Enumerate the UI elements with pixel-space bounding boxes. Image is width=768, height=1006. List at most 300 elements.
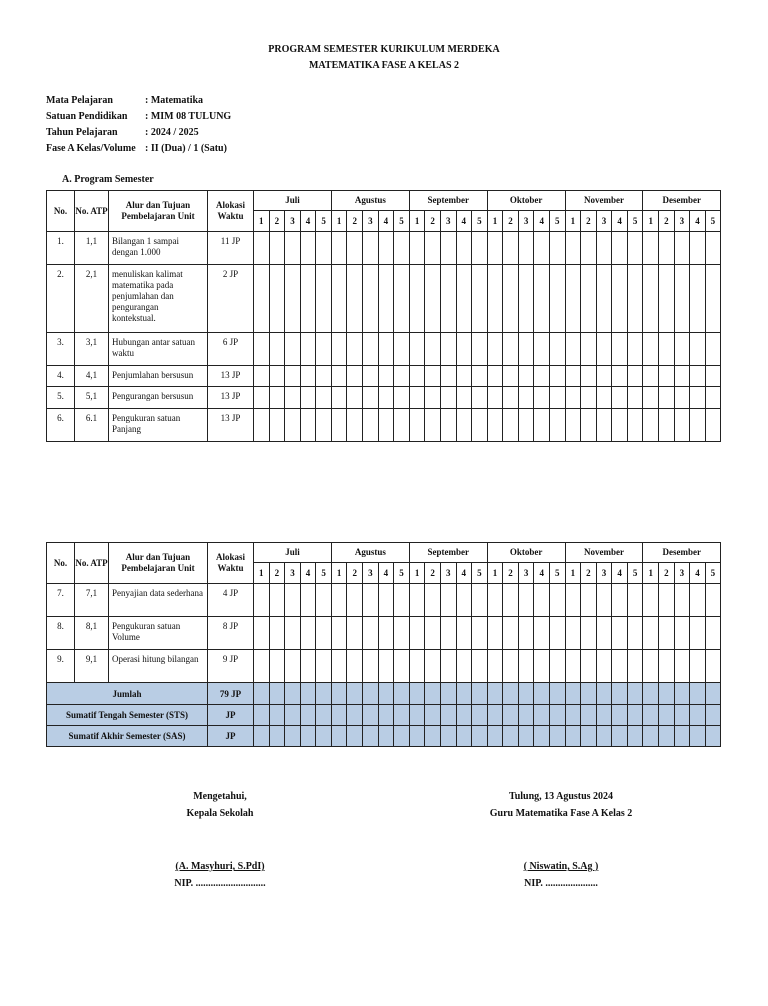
info-value: : Matematika — [145, 95, 204, 106]
week-cell — [487, 333, 503, 366]
week-cell — [378, 387, 394, 409]
week-header: 5 — [627, 563, 643, 584]
week-cell — [254, 726, 270, 747]
week-cell — [534, 409, 550, 442]
week-cell — [581, 705, 597, 726]
week-cell — [659, 726, 675, 747]
week-cell — [425, 617, 441, 650]
week-cell — [518, 409, 534, 442]
week-cell — [472, 650, 488, 683]
week-cell — [705, 726, 720, 747]
month-header: September — [409, 543, 487, 563]
column-header-atp: No. ATP — [75, 543, 109, 584]
week-cell — [316, 387, 332, 409]
week-cell — [627, 650, 643, 683]
week-cell — [518, 265, 534, 333]
week-cell — [440, 265, 456, 333]
month-header: Desember — [643, 191, 721, 211]
week-cell — [254, 232, 270, 265]
week-cell — [659, 584, 675, 617]
week-cell — [627, 705, 643, 726]
week-cell — [503, 265, 519, 333]
week-cell — [487, 683, 503, 705]
week-cell — [254, 705, 270, 726]
section-title: A. Program Semester — [62, 174, 154, 185]
week-cell — [487, 366, 503, 387]
summary-value: JP — [208, 726, 254, 747]
week-header: 5 — [549, 563, 565, 584]
week-cell — [627, 366, 643, 387]
week-cell — [440, 584, 456, 617]
week-cell — [363, 705, 379, 726]
week-cell — [300, 650, 316, 683]
week-cell — [456, 366, 472, 387]
week-cell — [254, 387, 270, 409]
week-cell — [487, 232, 503, 265]
week-cell — [409, 705, 425, 726]
week-cell — [534, 387, 550, 409]
week-cell — [534, 232, 550, 265]
info-block — [46, 93, 231, 157]
week-cell — [487, 387, 503, 409]
week-cell — [643, 232, 659, 265]
week-header: 5 — [472, 211, 488, 232]
week-cell — [487, 617, 503, 650]
week-header: 5 — [394, 563, 410, 584]
column-header-alloc: Alokasi Waktu — [208, 543, 254, 584]
row-unit: Pengurangan bersusun — [109, 387, 208, 409]
week-cell — [581, 409, 597, 442]
week-cell — [503, 387, 519, 409]
month-header: Desember — [643, 543, 721, 563]
week-cell — [612, 409, 628, 442]
week-cell — [690, 232, 706, 265]
week-cell — [518, 584, 534, 617]
week-header: 1 — [643, 211, 659, 232]
week-cell — [300, 584, 316, 617]
row-allocation: 13 JP — [208, 409, 254, 442]
row-unit: Hubungan antar satuan waktu — [109, 333, 208, 366]
week-cell — [627, 726, 643, 747]
row-number: 8. — [47, 617, 75, 650]
week-cell — [269, 650, 285, 683]
week-cell — [347, 705, 363, 726]
week-header: 4 — [690, 563, 706, 584]
week-cell — [316, 683, 332, 705]
week-cell — [425, 366, 441, 387]
week-header: 1 — [565, 563, 581, 584]
week-cell — [316, 705, 332, 726]
week-header: 3 — [285, 211, 301, 232]
week-cell — [363, 333, 379, 366]
week-cell — [254, 333, 270, 366]
week-cell — [674, 333, 690, 366]
week-cell — [440, 650, 456, 683]
week-cell — [378, 584, 394, 617]
week-cell — [659, 409, 675, 442]
week-cell — [254, 265, 270, 333]
week-cell — [300, 387, 316, 409]
table-row — [47, 232, 721, 265]
week-cell — [472, 726, 488, 747]
week-cell — [549, 617, 565, 650]
week-cell — [549, 409, 565, 442]
week-header: 3 — [440, 211, 456, 232]
month-header: September — [409, 191, 487, 211]
document-title: PROGRAM SEMESTER KURIKULUM MERDEKA — [268, 44, 500, 55]
week-cell — [425, 232, 441, 265]
row-atp: 3,1 — [75, 333, 109, 366]
week-cell — [331, 683, 347, 705]
week-cell — [565, 705, 581, 726]
week-cell — [612, 617, 628, 650]
week-cell — [316, 333, 332, 366]
week-cell — [549, 333, 565, 366]
week-header: 3 — [596, 211, 612, 232]
month-header: Oktober — [487, 543, 565, 563]
week-cell — [285, 650, 301, 683]
week-cell — [534, 584, 550, 617]
week-cell — [534, 683, 550, 705]
week-cell — [534, 650, 550, 683]
week-header: 2 — [659, 563, 675, 584]
week-cell — [316, 650, 332, 683]
info-row — [46, 125, 231, 141]
week-cell — [549, 726, 565, 747]
week-cell — [549, 683, 565, 705]
row-atp: 6.1 — [75, 409, 109, 442]
summary-row — [47, 726, 721, 747]
week-cell — [596, 726, 612, 747]
week-cell — [659, 705, 675, 726]
week-cell — [643, 265, 659, 333]
week-cell — [269, 617, 285, 650]
week-cell — [394, 265, 410, 333]
week-cell — [285, 584, 301, 617]
week-cell — [363, 726, 379, 747]
week-cell — [331, 387, 347, 409]
week-cell — [565, 650, 581, 683]
week-cell — [378, 705, 394, 726]
month-header: Oktober — [487, 191, 565, 211]
week-cell — [643, 333, 659, 366]
week-header: 4 — [300, 563, 316, 584]
week-cell — [627, 333, 643, 366]
week-cell — [534, 726, 550, 747]
week-cell — [472, 232, 488, 265]
week-cell — [659, 683, 675, 705]
week-cell — [674, 617, 690, 650]
week-cell — [705, 705, 720, 726]
week-cell — [425, 584, 441, 617]
week-cell — [487, 584, 503, 617]
teacher-nip: NIP. ..................... — [524, 878, 598, 889]
week-cell — [347, 232, 363, 265]
week-cell — [363, 650, 379, 683]
week-cell — [378, 366, 394, 387]
week-header: 1 — [409, 211, 425, 232]
week-cell — [331, 409, 347, 442]
week-header: 2 — [503, 211, 519, 232]
week-header: 2 — [503, 563, 519, 584]
week-cell — [440, 683, 456, 705]
week-cell — [440, 232, 456, 265]
principal-nip: NIP. ............................ — [174, 878, 266, 889]
signature-right-role: Guru Matematika Fase A Kelas 2 — [489, 808, 633, 819]
week-cell — [300, 366, 316, 387]
week-header: 4 — [456, 211, 472, 232]
week-cell — [269, 584, 285, 617]
week-header: 4 — [456, 563, 472, 584]
week-cell — [690, 333, 706, 366]
week-cell — [581, 232, 597, 265]
week-cell — [612, 265, 628, 333]
week-cell — [425, 387, 441, 409]
week-header: 3 — [518, 211, 534, 232]
week-cell — [581, 683, 597, 705]
month-header: Agustus — [331, 543, 409, 563]
week-cell — [269, 232, 285, 265]
week-cell — [394, 333, 410, 366]
week-cell — [596, 387, 612, 409]
week-cell — [596, 650, 612, 683]
week-cell — [316, 265, 332, 333]
week-header: 4 — [690, 211, 706, 232]
week-cell — [472, 409, 488, 442]
week-cell — [269, 683, 285, 705]
week-cell — [394, 726, 410, 747]
week-cell — [331, 232, 347, 265]
column-header-atp: No. ATP — [75, 191, 109, 232]
week-cell — [285, 705, 301, 726]
principal-name: (A. Masyhuri, S.PdI) — [175, 861, 265, 872]
week-cell — [363, 265, 379, 333]
column-header-unit: Alur dan Tujuan Pembelajaran Unit — [109, 543, 208, 584]
week-cell — [254, 366, 270, 387]
week-header: 1 — [331, 563, 347, 584]
week-cell — [596, 366, 612, 387]
week-cell — [565, 726, 581, 747]
week-cell — [627, 232, 643, 265]
week-cell — [565, 617, 581, 650]
week-cell — [378, 409, 394, 442]
week-cell — [596, 683, 612, 705]
week-cell — [487, 265, 503, 333]
week-cell — [705, 683, 720, 705]
info-label: Mata Pelajaran — [46, 95, 113, 106]
table-row — [47, 584, 721, 617]
week-cell — [690, 650, 706, 683]
week-cell — [254, 650, 270, 683]
week-cell — [254, 409, 270, 442]
week-cell — [316, 232, 332, 265]
week-cell — [331, 726, 347, 747]
row-number: 6. — [47, 409, 75, 442]
row-atp: 2,1 — [75, 265, 109, 333]
week-cell — [503, 683, 519, 705]
week-cell — [394, 232, 410, 265]
week-cell — [674, 683, 690, 705]
week-cell — [425, 265, 441, 333]
week-cell — [269, 265, 285, 333]
week-header: 5 — [705, 211, 720, 232]
week-cell — [472, 366, 488, 387]
week-cell — [254, 617, 270, 650]
week-cell — [269, 409, 285, 442]
week-header: 1 — [565, 211, 581, 232]
week-cell — [331, 333, 347, 366]
week-cell — [518, 650, 534, 683]
month-header: Agustus — [331, 191, 409, 211]
week-cell — [285, 265, 301, 333]
week-cell — [612, 650, 628, 683]
week-cell — [409, 584, 425, 617]
table-row — [47, 409, 721, 442]
week-cell — [300, 726, 316, 747]
week-cell — [300, 409, 316, 442]
week-header: 4 — [534, 563, 550, 584]
week-cell — [347, 333, 363, 366]
week-cell — [565, 387, 581, 409]
week-cell — [612, 366, 628, 387]
week-header: 1 — [643, 563, 659, 584]
week-cell — [596, 232, 612, 265]
week-cell — [300, 683, 316, 705]
week-cell — [409, 726, 425, 747]
week-cell — [534, 705, 550, 726]
week-cell — [331, 650, 347, 683]
week-cell — [643, 726, 659, 747]
table-row — [47, 617, 721, 650]
week-cell — [440, 333, 456, 366]
week-cell — [409, 387, 425, 409]
week-cell — [254, 683, 270, 705]
week-cell — [581, 265, 597, 333]
week-cell — [565, 265, 581, 333]
month-header: November — [565, 191, 643, 211]
week-cell — [549, 366, 565, 387]
week-header: 3 — [285, 563, 301, 584]
week-cell — [596, 265, 612, 333]
week-cell — [363, 409, 379, 442]
week-cell — [518, 387, 534, 409]
week-header: 4 — [378, 211, 394, 232]
week-cell — [300, 617, 316, 650]
week-cell — [440, 409, 456, 442]
week-cell — [581, 387, 597, 409]
week-cell — [674, 387, 690, 409]
week-cell — [347, 366, 363, 387]
week-cell — [612, 726, 628, 747]
week-cell — [643, 409, 659, 442]
week-cell — [503, 232, 519, 265]
row-unit: menuliskan kalimat matematika pada penjumlahan dan pengurangan kontekstual. — [109, 265, 208, 333]
week-cell — [503, 584, 519, 617]
week-cell — [518, 232, 534, 265]
column-header-no: No. — [47, 191, 75, 232]
week-cell — [254, 584, 270, 617]
month-header: Juli — [254, 543, 332, 563]
week-cell — [627, 265, 643, 333]
week-cell — [534, 333, 550, 366]
row-atp: 4,1 — [75, 366, 109, 387]
row-atp: 7,1 — [75, 584, 109, 617]
week-header: 3 — [518, 563, 534, 584]
week-cell — [659, 387, 675, 409]
week-cell — [316, 366, 332, 387]
week-cell — [378, 726, 394, 747]
week-header: 5 — [394, 211, 410, 232]
week-cell — [456, 409, 472, 442]
week-cell — [643, 617, 659, 650]
column-header-unit: Alur dan Tujuan Pembelajaran Unit — [109, 191, 208, 232]
signature-right-date: Tulung, 13 Agustus 2024 — [508, 791, 614, 802]
week-cell — [378, 683, 394, 705]
week-cell — [534, 265, 550, 333]
row-atp: 5,1 — [75, 387, 109, 409]
week-header: 2 — [347, 211, 363, 232]
week-cell — [363, 232, 379, 265]
week-cell — [269, 387, 285, 409]
row-number: 3. — [47, 333, 75, 366]
week-cell — [674, 232, 690, 265]
week-cell — [316, 584, 332, 617]
week-cell — [596, 333, 612, 366]
row-number: 2. — [47, 265, 75, 333]
week-cell — [425, 705, 441, 726]
column-header-no: No. — [47, 543, 75, 584]
week-cell — [347, 409, 363, 442]
week-cell — [705, 617, 720, 650]
week-cell — [456, 265, 472, 333]
week-cell — [331, 265, 347, 333]
row-allocation: 9 JP — [208, 650, 254, 683]
week-cell — [659, 650, 675, 683]
week-cell — [456, 584, 472, 617]
row-unit: Bilangan 1 sampai dengan 1.000 — [109, 232, 208, 265]
week-cell — [674, 409, 690, 442]
table-row — [47, 333, 721, 366]
week-cell — [674, 265, 690, 333]
week-header: 5 — [549, 211, 565, 232]
week-cell — [409, 409, 425, 442]
week-cell — [472, 265, 488, 333]
summary-row — [47, 683, 721, 705]
week-header: 1 — [331, 211, 347, 232]
summary-value: JP — [208, 705, 254, 726]
week-cell — [331, 584, 347, 617]
week-header: 5 — [627, 211, 643, 232]
info-label: Satuan Pendidikan — [46, 111, 128, 122]
week-cell — [690, 617, 706, 650]
info-row — [46, 141, 231, 157]
week-cell — [565, 584, 581, 617]
week-cell — [300, 265, 316, 333]
week-header: 1 — [409, 563, 425, 584]
week-cell — [705, 232, 720, 265]
week-cell — [440, 387, 456, 409]
week-cell — [472, 705, 488, 726]
week-cell — [285, 726, 301, 747]
row-allocation: 13 JP — [208, 387, 254, 409]
week-cell — [627, 683, 643, 705]
week-cell — [331, 366, 347, 387]
row-allocation: 8 JP — [208, 617, 254, 650]
week-cell — [659, 617, 675, 650]
week-cell — [472, 333, 488, 366]
week-header: 4 — [378, 563, 394, 584]
week-cell — [425, 683, 441, 705]
